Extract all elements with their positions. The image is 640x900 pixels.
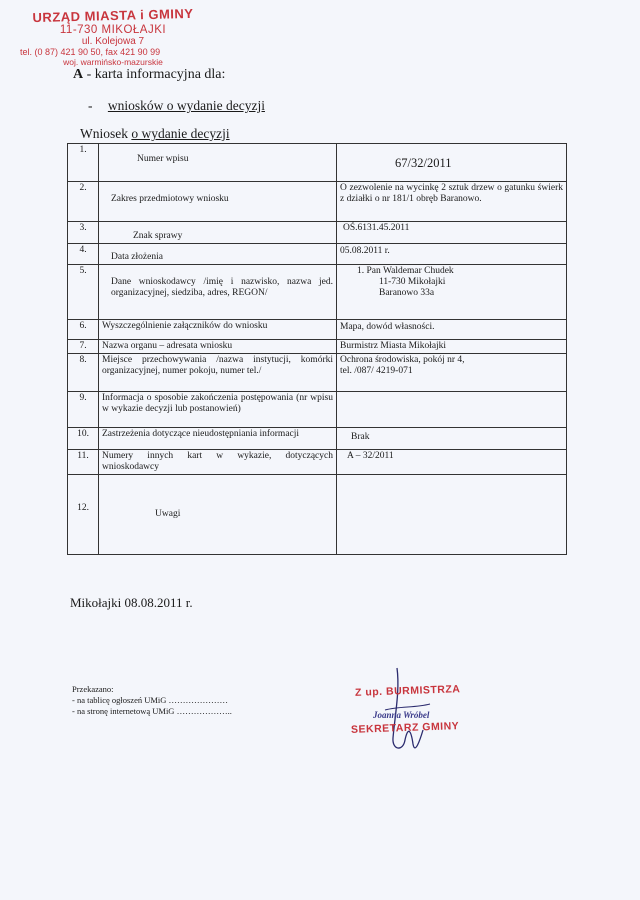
row-value: 05.08.2011 r. (337, 244, 567, 265)
row-label: Numery innych kart w wykazie, dotyczących wnioskodawcy (99, 450, 337, 475)
row-value: A – 32/2011 (337, 450, 567, 475)
row-number: 2. (68, 182, 99, 222)
row-value: O zezwolenie na wycinkę 2 sztuk drzew o gatunku świerk z działki o nr 181/1 obręb Baranowo. (337, 182, 567, 222)
table-title-prefix: Wniosek (80, 126, 132, 141)
table-row (68, 144, 567, 182)
heading-text: - karta informacyjna dla: (86, 67, 226, 82)
row-label: Znak sprawy (99, 222, 337, 244)
table-row (68, 354, 567, 392)
card-heading (73, 67, 225, 83)
subitem-text: wniosków o wydanie decyzji (107, 98, 265, 113)
row-value: Brak (337, 428, 567, 450)
row-number: 6. (68, 320, 99, 340)
table-row (68, 450, 567, 475)
row-value: 67/32/2011 (337, 144, 567, 182)
row-value (337, 265, 567, 320)
stamp-postal-code: 11-730 MIKOŁAJKI (59, 24, 167, 36)
signature-title: SEKRETARZ GMINY (350, 720, 460, 736)
table-row (68, 182, 567, 222)
heading-letter: A (73, 67, 84, 82)
row-label: Numer wpisu (99, 144, 337, 182)
table-row (68, 244, 567, 265)
row-value (337, 392, 567, 428)
row-label: Zakres przedmiotowy wniosku (99, 182, 337, 222)
forwarded-title: Przekazano: (72, 684, 114, 694)
storage-phone: tel. /087/ 4219-071 (340, 366, 413, 376)
row-label: Uwagi (99, 475, 337, 555)
row-value: Mapa, dowód własności. (337, 320, 567, 340)
card-subitem (88, 98, 265, 114)
table-row (68, 340, 567, 354)
row-value: Burmistrz Miasta Mikołajki (337, 340, 567, 354)
stamp-street: ul. Kolejowa 7 (81, 36, 145, 47)
stamp-voivodeship: woj. warmińsko-mazurskie (63, 57, 163, 67)
row-value (337, 475, 567, 555)
table-row (68, 222, 567, 244)
storage-place: Ochrona środowiska, pokój nr 4, (340, 355, 465, 365)
row-label: Nazwa organu – adresata wniosku (99, 340, 337, 354)
row-number: 3. (68, 222, 99, 244)
forwarded-section (72, 684, 232, 717)
table-title-underlined: o wydanie decyzji (131, 126, 230, 141)
row-number: 8. (68, 354, 99, 392)
table-title (80, 126, 230, 142)
signature-name: Joanna Wróbel (373, 710, 430, 720)
signature-authority: Z up. BURMISTRZA (354, 683, 461, 699)
row-number: 11. (68, 450, 99, 475)
row-value (337, 354, 567, 392)
office-stamp (18, 5, 208, 67)
subitem-dash: - (88, 98, 93, 113)
row-label: Informacja o sposobie zakończenia postępowania (nr wpisu w wykazie decyzji lub postanowień) (99, 392, 337, 428)
table-row (68, 428, 567, 450)
row-number: 12. (68, 475, 99, 555)
place-and-date: Mikołajki 08.08.2011 r. (70, 595, 193, 610)
row-number: 1. (68, 144, 99, 182)
table-row (68, 265, 567, 320)
stamp-phone: tel. (0 87) 421 90 50, fax 421 90 99 (20, 47, 161, 57)
row-label: Dane wnioskodawcy /imię i nazwisko, nazwa jed. organizacyjnej, siedziba, adres, REGON/ (99, 265, 337, 320)
row-number: 9. (68, 392, 99, 428)
table-row (68, 320, 567, 340)
row-label: Wyszczególnienie załączników do wniosku (99, 320, 337, 340)
table-row (68, 392, 567, 428)
forwarded-noticeboard: - na tablicę ogłoszeń UMiG ………………… (72, 695, 229, 705)
stamp-office-name: URZĄD MIASTA i GMINY (32, 5, 194, 26)
signature-stamp (345, 660, 485, 770)
row-label: Miejsce przechowywania /nazwa instytucji, komórki organizacyjnej, numer pokoju, numer tel./ (99, 354, 337, 392)
row-number: 5. (68, 265, 99, 320)
row-number: 4. (68, 244, 99, 265)
row-value: OŚ.6131.45.2011 (337, 222, 567, 244)
row-label: Data złożenia (99, 244, 337, 265)
info-table (67, 143, 567, 555)
row-number: 10. (68, 428, 99, 450)
applicant-address: Baranowo 33a (379, 288, 435, 298)
applicant-city: 11-730 Mikołajki (379, 277, 446, 287)
row-label: Zastrzeżenia dotyczące nieudostępniania informacji (99, 428, 337, 450)
applicant-name: 1. Pan Waldemar Chudek (357, 266, 454, 276)
row-number: 7. (68, 340, 99, 354)
forwarded-website: - na stronę internetową UMiG ……………….. (72, 706, 232, 716)
table-row (68, 475, 567, 555)
